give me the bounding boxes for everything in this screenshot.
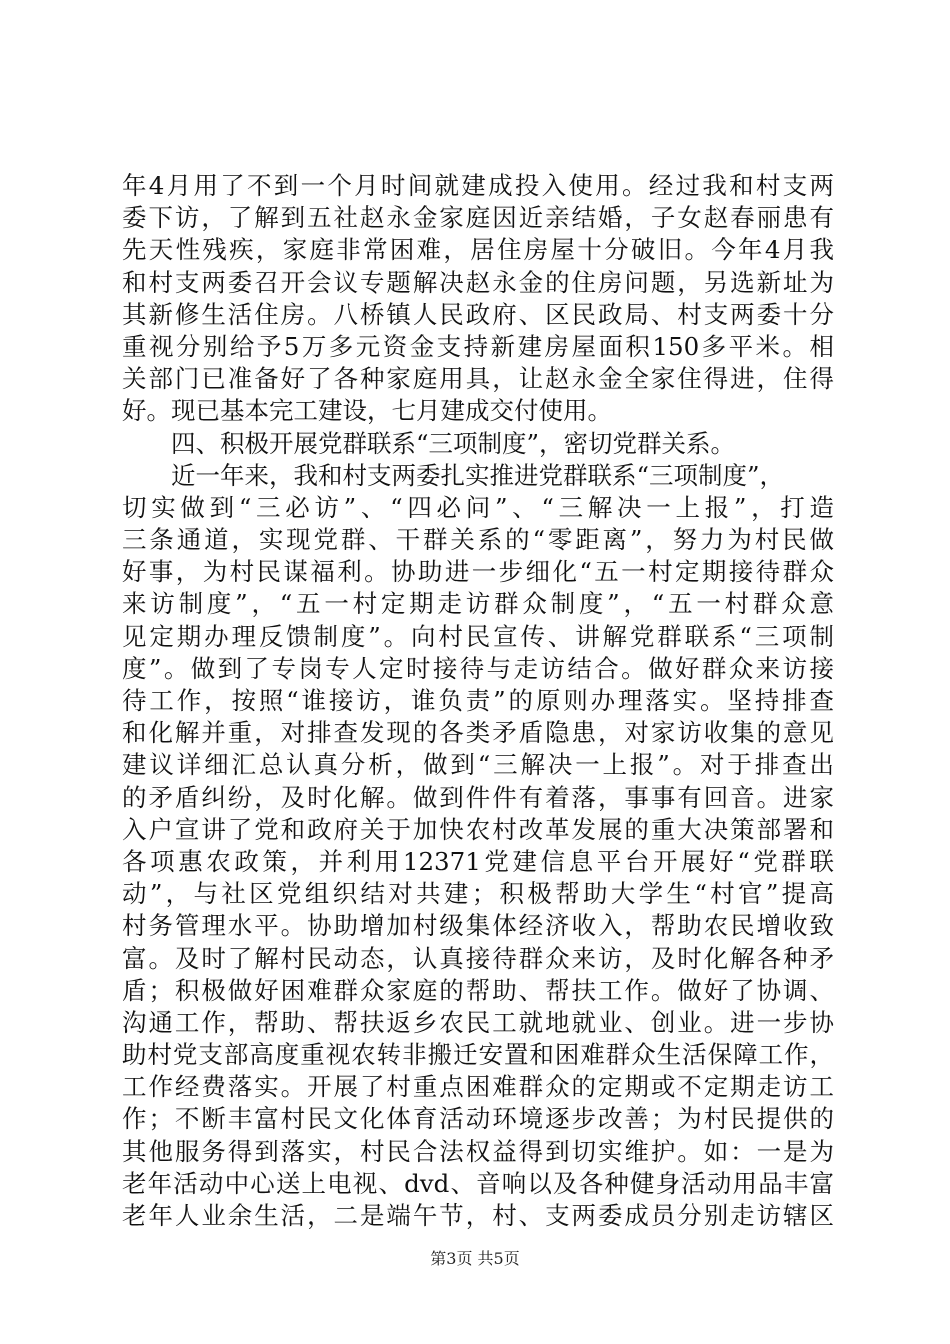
text-line: 三条通道，实现党群、干群关系的“零距离”，努力为村民做 [122, 525, 834, 555]
text-line: 村务管理水平。协助增加村级集体经济收入，帮助农民增收致 [122, 911, 834, 941]
text-line: 好事，为村民谋福利。协助进一步细化“五一村定期接待群众 [122, 557, 834, 587]
text-line: 入户宣讲了党和政府关于加快农村改革发展的重大决策部署和 [122, 814, 834, 844]
text-line: 动”，与社区党组织结对共建；积极帮助大学生“村官”提高 [122, 879, 834, 909]
page-footer: 第3页 共5页 [430, 1249, 520, 1268]
text-line: 好。现已基本完工建设，七月建成交付使用。 [122, 396, 612, 426]
text-line: 重视分别给予5万多元资金支持新建房屋面积150多平米。相 [122, 331, 834, 361]
text-line: 老年人业余生活，二是端午节，村、支两委成员分别走访辖区 [122, 1201, 834, 1230]
text-line: 待工作，按照“谁接访，谁负责”的原则办理落实。坚持排查 [122, 686, 834, 715]
section-heading: 四、积极开展党群联系“三项制度”，密切党群关系。 [171, 428, 736, 458]
text-line: 年4月用了不到一个月时间就建成投入使用。经过我和村支两 [122, 171, 834, 200]
text-line: 作；不断丰富村民文化体育活动环境逐步改善；为村民提供的 [122, 1104, 834, 1134]
text-line: 其他服务得到落实，村民合法权益得到切实维护。如：一是为 [122, 1136, 834, 1166]
text-line: 建议详细汇总认真分析，做到“三解决一上报”。对于排查出 [122, 750, 834, 780]
text-line: 的矛盾纠纷，及时化解。做到件件有着落，事事有回音。进家 [122, 782, 834, 812]
text-line: 盾；积极做好困难群众家庭的帮助、帮扶工作。做好了协调、 [122, 975, 834, 1005]
text-line: 关部门已准备好了各种家庭用具，让赵永金全家住得进，住得 [122, 364, 834, 394]
text-line: 富。及时了解村民动态，认真接待群众来访，及时化解各种矛 [122, 943, 834, 973]
text-line: 各项惠农政策，并利用12371党建信息平台开展好“党群联 [122, 846, 834, 876]
text-line: 和村支两委召开会议专题解决赵永金的住房问题，另选新址为 [122, 267, 834, 297]
text-line: 助村党支部高度重视农转非搬迁安置和困难群众生活保障工作， [122, 1040, 834, 1070]
text-line: 工作经费落实。开展了村重点困难群众的定期或不定期走访工 [122, 1072, 834, 1102]
text-line: 切实做到“三必访”、“四必问”、“三解决一上报”，打造 [122, 492, 834, 522]
text-line: 近一年来，我和村支两委扎实推进党群联系“三项制度”， [171, 460, 785, 490]
text-line: 先天性残疾，家庭非常困难，居住房屋十分破旧。今年4月我 [122, 235, 834, 265]
text-line: 其新修生活住房。八桥镇人民政府、区民政局、村支两委十分 [122, 299, 834, 329]
text-line: 老年活动中心送上电视、dvd、音响以及各种健身活动用品丰富 [122, 1168, 834, 1198]
text-line: 沟通工作，帮助、帮扶返乡农民工就地就业、创业。进一步协 [122, 1007, 834, 1037]
text-line: 度”。做到了专岗专人定时接待与走访结合。做好群众来访接 [122, 653, 834, 683]
text-line: 见定期办理反馈制度”。向村民宣传、讲解党群联系“三项制 [122, 621, 834, 651]
text-line: 来访制度”，“五一村定期走访群众制度”，“五一村群众意 [122, 589, 834, 619]
document-body [122, 170, 834, 1232]
text-line: 和化解并重，对排查发现的各类矛盾隐患，对家访收集的意见 [122, 718, 834, 748]
text-line: 委下访，了解到五社赵永金家庭因近亲结婚，子女赵春丽患有 [122, 203, 834, 233]
